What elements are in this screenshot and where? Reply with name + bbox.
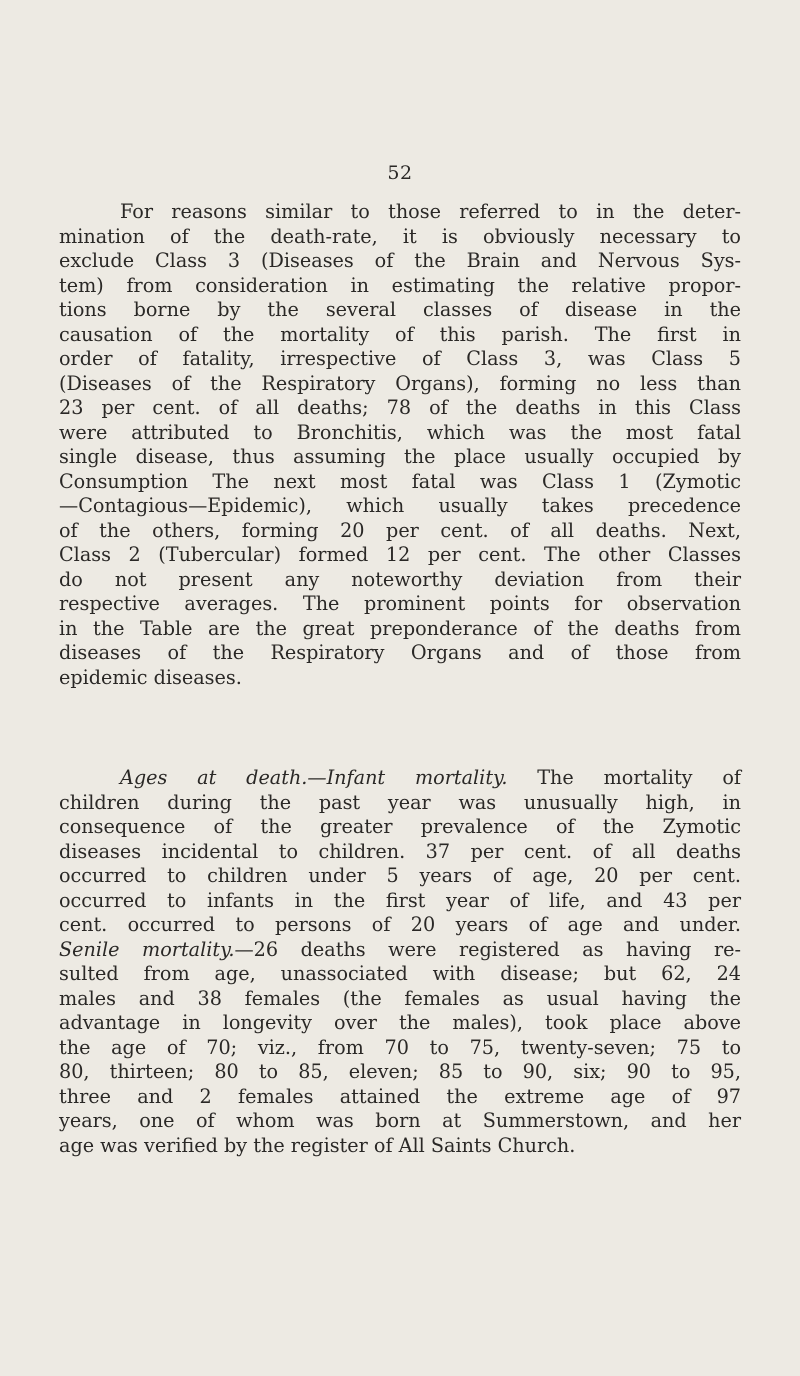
text-line: males and 38 females (the females as usual having the bbox=[59, 986, 741, 1010]
text-line: mination of the death-rate, it is obviously necessary to bbox=[59, 224, 741, 248]
text-line: do not present any noteworthy deviation from their bbox=[59, 567, 741, 591]
text-line: tem) from consideration in estimating the relative propor- bbox=[59, 273, 741, 297]
text-fragment: —26 deaths were registered as having re- bbox=[234, 937, 741, 961]
text-line: in the Table are the great preponderance of the deaths from bbox=[59, 616, 741, 640]
text-line: the age of 70; viz., from 70 to 75, twenty-seven; 75 to bbox=[59, 1035, 741, 1059]
text-line: age was verified by the register of All Saints Church. bbox=[59, 1133, 576, 1157]
text-line: cent. occurred to persons of 20 years of age and under. bbox=[59, 913, 741, 936]
text-line: tions borne by the several classes of disease in the bbox=[59, 298, 741, 321]
text-line: 23 per cent. of all deaths; 78 of the deaths in this Class bbox=[59, 396, 741, 419]
text-line: sulted from age, unassociated with disease; but 62, 24 bbox=[59, 962, 741, 985]
text-line: three and 2 females attained the extreme age of 97 bbox=[59, 1084, 741, 1108]
text-line: causation of the mortality of this parish. The first in bbox=[59, 322, 741, 346]
text-line: years, one of whom was born at Summerstown, and her bbox=[59, 1109, 741, 1132]
text-line: epidemic diseases. bbox=[59, 665, 242, 689]
text-line: children during the past year was unusually high, in bbox=[59, 790, 741, 814]
text-line bbox=[59, 766, 741, 791]
text-line: For reasons similar to those referred to in the deter- bbox=[120, 200, 741, 223]
text-line: (Diseases of the Respiratory Organs), forming no less than bbox=[59, 371, 741, 395]
section-heading-infant-mortality: Ages at death.—Infant mortality. bbox=[120, 766, 508, 789]
text-line: Consumption The next most fatal was Class 1 (Zymotic bbox=[59, 469, 741, 493]
text-line: order of fatality, irrespective of Class 3, was Class 5 bbox=[59, 347, 741, 370]
text-line: single disease, thus assuming the place usually occupied by bbox=[59, 445, 741, 468]
section-heading-senile-mortality: Senile mortality. bbox=[59, 937, 235, 961]
text-line: Class 2 (Tubercular) formed 12 per cent. The other Classes bbox=[59, 543, 741, 566]
paragraph-class-mortality bbox=[59, 200, 741, 690]
text-line: 80, thirteen; 80 to 85, eleven; 85 to 90, six; 90 to 95, bbox=[59, 1060, 741, 1083]
text-line bbox=[59, 938, 741, 963]
text-line: respective averages. The prominent points for observation bbox=[59, 592, 741, 615]
text-line: of the others, forming 20 per cent. of all deaths. Next, bbox=[59, 518, 741, 542]
text-fragment: The mortality of bbox=[507, 766, 741, 789]
text-line: —Contagious—Epidemic), which usually takes precedence bbox=[59, 494, 741, 517]
text-line: advantage in longevity over the males), took place above bbox=[59, 1011, 741, 1034]
text-line: diseases of the Respiratory Organs and of those from bbox=[59, 641, 741, 664]
text-line: diseases incidental to children. 37 per cent. of all deaths bbox=[59, 839, 741, 863]
text-line: consequence of the greater prevalence of the Zymotic bbox=[59, 815, 741, 838]
text-line: occurred to infants in the first year of life, and 43 per bbox=[59, 888, 741, 912]
page-number: 52 bbox=[387, 162, 413, 184]
text-line: exclude Class 3 (Diseases of the Brain and Nervous Sys- bbox=[59, 249, 741, 272]
paragraph-ages-at-death bbox=[59, 766, 741, 1158]
text-line: occurred to children under 5 years of age, 20 per cent. bbox=[59, 864, 741, 887]
text-line: were attributed to Bronchitis, which was the most fatal bbox=[59, 420, 741, 444]
